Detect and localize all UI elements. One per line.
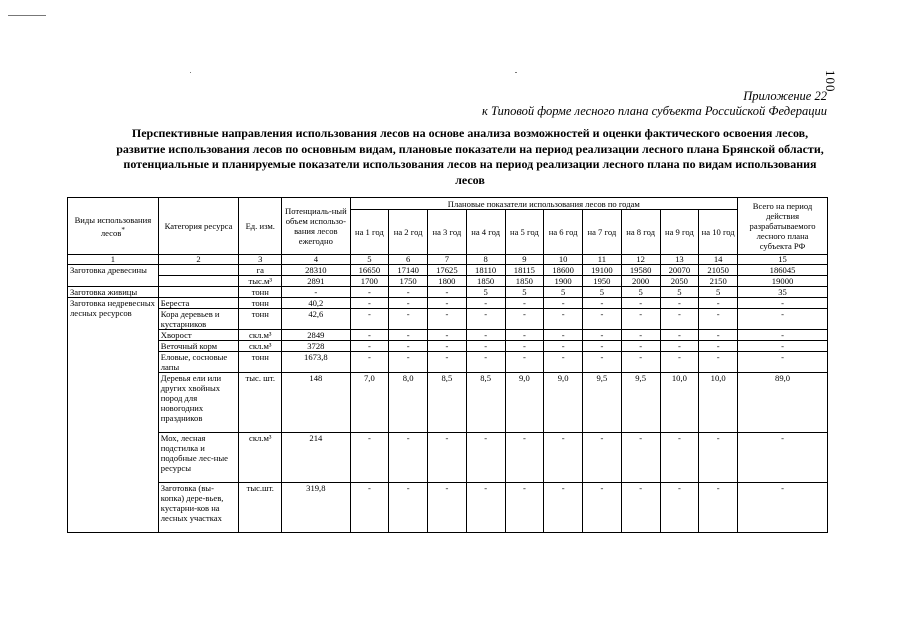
- page-number: 100: [823, 70, 838, 93]
- year-value-cell: 5: [466, 287, 505, 298]
- year-value-cell: -: [699, 309, 738, 330]
- year-value-cell: -: [583, 341, 622, 352]
- year-value-cell: -: [544, 298, 583, 309]
- year-value-cell: 9,5: [621, 373, 660, 433]
- year-value-cell: -: [466, 433, 505, 483]
- year-value-cell: 5: [505, 287, 544, 298]
- column-number: 2: [158, 255, 239, 265]
- year-value-cell: 10,0: [660, 373, 699, 433]
- year-value-cell: -: [660, 309, 699, 330]
- year-value-cell: 16650: [350, 265, 389, 276]
- year-value-cell: 5: [699, 287, 738, 298]
- total-cell: 186045: [738, 265, 828, 276]
- category-cell: Заготовка (вы-копка) дере-вьев, кустарни-ков на лесных участках: [158, 483, 239, 533]
- year-value-cell: -: [466, 298, 505, 309]
- year-value-cell: -: [466, 483, 505, 533]
- table-row: [68, 298, 828, 309]
- year-value-cell: -: [350, 483, 389, 533]
- total-cell: -: [738, 483, 828, 533]
- category-cell: [158, 265, 239, 276]
- table-row: [68, 330, 828, 341]
- header-year-8: на 8 год: [621, 210, 660, 255]
- total-cell: -: [738, 330, 828, 341]
- year-value-cell: -: [350, 330, 389, 341]
- total-cell: 89,0: [738, 373, 828, 433]
- header-year-1: на 1 год: [350, 210, 389, 255]
- table-row: [68, 265, 828, 276]
- header-kind: Виды использования лесов*: [68, 198, 159, 255]
- year-value-cell: 8,5: [428, 373, 467, 433]
- unit-cell: тонн: [239, 352, 282, 373]
- column-number: 7: [428, 255, 467, 265]
- year-value-cell: 5: [583, 287, 622, 298]
- table-row: [68, 287, 828, 298]
- column-number: 1: [68, 255, 159, 265]
- year-value-cell: 9,0: [505, 373, 544, 433]
- year-value-cell: -: [428, 352, 467, 373]
- column-number: 15: [738, 255, 828, 265]
- potential-cell: 2849: [282, 330, 350, 341]
- year-value-cell: 18110: [466, 265, 505, 276]
- forest-use-table: [67, 197, 828, 533]
- year-value-cell: 8,0: [389, 373, 428, 433]
- year-value-cell: -: [505, 433, 544, 483]
- header-year-3: на 3 год: [428, 210, 467, 255]
- table-row: [68, 276, 828, 287]
- unit-cell: скл.м³: [239, 433, 282, 483]
- year-value-cell: -: [389, 433, 428, 483]
- column-number: 12: [621, 255, 660, 265]
- year-value-cell: -: [466, 352, 505, 373]
- year-value-cell: -: [544, 352, 583, 373]
- year-value-cell: 1800: [428, 276, 467, 287]
- kind-cell: Заготовка живицы: [68, 287, 159, 298]
- category-cell: Кора деревьев и кустарников: [158, 309, 239, 330]
- year-value-cell: -: [660, 330, 699, 341]
- year-value-cell: -: [621, 433, 660, 483]
- year-value-cell: -: [699, 433, 738, 483]
- year-value-cell: -: [350, 287, 389, 298]
- year-value-cell: -: [621, 352, 660, 373]
- year-value-cell: -: [544, 433, 583, 483]
- potential-cell: 319,8: [282, 483, 350, 533]
- year-value-cell: -: [389, 330, 428, 341]
- year-value-cell: 2000: [621, 276, 660, 287]
- total-cell: 19000: [738, 276, 828, 287]
- year-value-cell: -: [583, 309, 622, 330]
- year-value-cell: -: [699, 483, 738, 533]
- kind-cell: Заготовка древесины: [68, 265, 159, 287]
- table-row: [68, 373, 828, 433]
- year-value-cell: -: [428, 330, 467, 341]
- table-row: [68, 352, 828, 373]
- year-value-cell: -: [583, 298, 622, 309]
- potential-cell: 42,6: [282, 309, 350, 330]
- year-value-cell: -: [583, 330, 622, 341]
- category-cell: Хворост: [158, 330, 239, 341]
- column-number: 6: [389, 255, 428, 265]
- header-year-2: на 2 год: [389, 210, 428, 255]
- header-year-9: на 9 год: [660, 210, 699, 255]
- total-cell: 35: [738, 287, 828, 298]
- year-value-cell: -: [699, 330, 738, 341]
- year-value-cell: -: [699, 341, 738, 352]
- year-value-cell: -: [505, 330, 544, 341]
- total-cell: -: [738, 298, 828, 309]
- unit-cell: скл.м³: [239, 330, 282, 341]
- unit-cell: тонн: [239, 287, 282, 298]
- table-row: [68, 309, 828, 330]
- year-value-cell: -: [583, 352, 622, 373]
- category-cell: [158, 287, 239, 298]
- year-value-cell: -: [621, 341, 660, 352]
- column-number: 3: [239, 255, 282, 265]
- year-value-cell: -: [350, 309, 389, 330]
- year-value-cell: 1850: [505, 276, 544, 287]
- column-number: 10: [544, 255, 583, 265]
- potential-cell: 28310: [282, 265, 350, 276]
- unit-cell: скл.м³: [239, 341, 282, 352]
- year-value-cell: -: [583, 483, 622, 533]
- year-value-cell: 19580: [621, 265, 660, 276]
- category-cell: Мох, лесная подстилка и подобные лес-ные ресурсы: [158, 433, 239, 483]
- year-value-cell: -: [544, 341, 583, 352]
- year-value-cell: 7,0: [350, 373, 389, 433]
- unit-cell: тонн: [239, 309, 282, 330]
- total-cell: -: [738, 341, 828, 352]
- year-value-cell: -: [428, 433, 467, 483]
- year-value-cell: 21050: [699, 265, 738, 276]
- unit-cell: тыс. шт.: [239, 373, 282, 433]
- column-number: 4: [282, 255, 350, 265]
- year-value-cell: -: [428, 341, 467, 352]
- category-cell: Береста: [158, 298, 239, 309]
- header-year-6: на 6 год: [544, 210, 583, 255]
- year-value-cell: -: [660, 352, 699, 373]
- potential-cell: 2891: [282, 276, 350, 287]
- year-value-cell: -: [660, 433, 699, 483]
- category-cell: Веточный корм: [158, 341, 239, 352]
- appendix-number: Приложение 22: [743, 89, 827, 103]
- column-number: 11: [583, 255, 622, 265]
- header-year-5: на 5 год: [505, 210, 544, 255]
- total-cell: -: [738, 309, 828, 330]
- year-value-cell: -: [389, 309, 428, 330]
- total-cell: -: [738, 352, 828, 373]
- year-value-cell: 8,5: [466, 373, 505, 433]
- year-value-cell: -: [350, 298, 389, 309]
- appendix-caption: [482, 89, 827, 119]
- year-value-cell: -: [428, 483, 467, 533]
- header-planned: Плановые показатели использования лесов по годам: [350, 198, 738, 210]
- potential-cell: 214: [282, 433, 350, 483]
- year-value-cell: 19100: [583, 265, 622, 276]
- column-number: 8: [466, 255, 505, 265]
- year-value-cell: -: [583, 433, 622, 483]
- potential-cell: -: [282, 287, 350, 298]
- potential-cell: 3728: [282, 341, 350, 352]
- year-value-cell: -: [466, 309, 505, 330]
- column-number: 9: [505, 255, 544, 265]
- year-value-cell: -: [389, 483, 428, 533]
- category-cell: Еловые, сосновые лапы: [158, 352, 239, 373]
- year-value-cell: 18600: [544, 265, 583, 276]
- year-value-cell: -: [389, 352, 428, 373]
- year-value-cell: -: [660, 341, 699, 352]
- table-row: [68, 433, 828, 483]
- year-value-cell: -: [505, 298, 544, 309]
- year-value-cell: 1700: [350, 276, 389, 287]
- category-cell: Деревья ели или других хвойных пород для новогодних праздников: [158, 373, 239, 433]
- appendix-reference: к Типовой форме лесного плана субъекта Российской Федерации: [482, 104, 827, 118]
- year-value-cell: -: [350, 341, 389, 352]
- header-year-4: на 4 год: [466, 210, 505, 255]
- year-value-cell: 1950: [583, 276, 622, 287]
- year-value-cell: 2150: [699, 276, 738, 287]
- year-value-cell: -: [544, 309, 583, 330]
- year-value-cell: -: [505, 309, 544, 330]
- table-row: [68, 341, 828, 352]
- year-value-cell: 5: [621, 287, 660, 298]
- header-unit: Ед. изм.: [239, 198, 282, 255]
- year-value-cell: 10,0: [699, 373, 738, 433]
- year-value-cell: 5: [544, 287, 583, 298]
- unit-cell: тыс.м³: [239, 276, 282, 287]
- header-year-7: на 7 год: [583, 210, 622, 255]
- year-value-cell: -: [621, 309, 660, 330]
- year-value-cell: -: [621, 483, 660, 533]
- header-total: Всего на период действия разрабатываемого лесного плана субъекта РФ: [738, 198, 828, 255]
- year-value-cell: 1850: [466, 276, 505, 287]
- year-value-cell: -: [466, 330, 505, 341]
- category-cell: [158, 276, 239, 287]
- year-value-cell: 1900: [544, 276, 583, 287]
- year-value-cell: 5: [660, 287, 699, 298]
- year-value-cell: -: [660, 298, 699, 309]
- year-value-cell: -: [699, 352, 738, 373]
- year-value-cell: -: [389, 341, 428, 352]
- potential-cell: 148: [282, 373, 350, 433]
- year-value-cell: 17140: [389, 265, 428, 276]
- unit-cell: тыс.шт.: [239, 483, 282, 533]
- column-number: 13: [660, 255, 699, 265]
- header-category: Категория ресурса: [158, 198, 239, 255]
- column-number: 14: [699, 255, 738, 265]
- year-value-cell: 1750: [389, 276, 428, 287]
- year-value-cell: -: [428, 298, 467, 309]
- year-value-cell: 17625: [428, 265, 467, 276]
- year-value-cell: -: [466, 341, 505, 352]
- year-value-cell: -: [660, 483, 699, 533]
- column-number: 5: [350, 255, 389, 265]
- year-value-cell: -: [505, 341, 544, 352]
- year-value-cell: 18115: [505, 265, 544, 276]
- header-year-10: на 10 год: [699, 210, 738, 255]
- year-value-cell: 9,0: [544, 373, 583, 433]
- total-cell: -: [738, 433, 828, 483]
- year-value-cell: -: [621, 298, 660, 309]
- year-value-cell: -: [544, 330, 583, 341]
- unit-cell: га: [239, 265, 282, 276]
- year-value-cell: -: [428, 287, 467, 298]
- unit-cell: тонн: [239, 298, 282, 309]
- kind-cell: Заготовка недревесных лесных ресурсов: [68, 298, 159, 533]
- year-value-cell: -: [428, 309, 467, 330]
- year-value-cell: -: [505, 352, 544, 373]
- year-value-cell: -: [350, 352, 389, 373]
- year-value-cell: 9,5: [583, 373, 622, 433]
- year-value-cell: -: [505, 483, 544, 533]
- year-value-cell: -: [621, 330, 660, 341]
- year-value-cell: -: [544, 483, 583, 533]
- document-title: Перспективные направления использования лесов на основе анализа возможностей и оценки фактического освоения лесов, развитие использования лесов по основным видам, плановые показатели на период реализации лесного плана Брянской области, потенциальные и планируемые показатели использования лесов на период реализации лесного плана по видам использования лесов: [116, 126, 824, 187]
- year-value-cell: -: [350, 433, 389, 483]
- year-value-cell: -: [389, 287, 428, 298]
- year-value-cell: 20070: [660, 265, 699, 276]
- year-value-cell: -: [699, 298, 738, 309]
- potential-cell: 1673,8: [282, 352, 350, 373]
- potential-cell: 40,2: [282, 298, 350, 309]
- year-value-cell: 2050: [660, 276, 699, 287]
- year-value-cell: -: [389, 298, 428, 309]
- table-row: [68, 483, 828, 533]
- header-potential: Потенциаль-ный объем использо-вания лесов ежегодно: [282, 198, 350, 255]
